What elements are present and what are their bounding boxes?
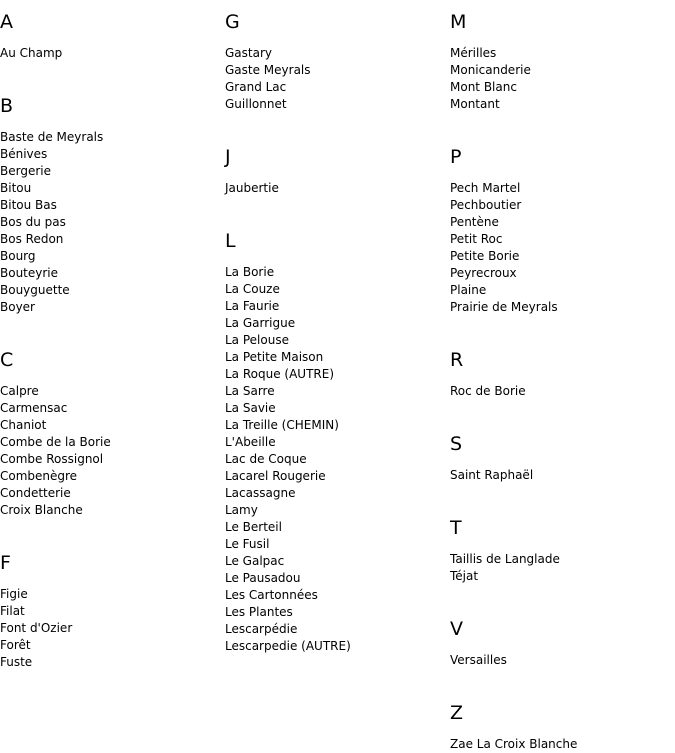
letter-group (450, 516, 670, 585)
place-item[interactable]: Lacarel Rougerie (225, 469, 326, 483)
letter-heading: R (450, 349, 464, 371)
place-item[interactable]: Bouyguette (0, 283, 70, 297)
place-item[interactable]: La Sarre (225, 384, 275, 398)
letter-heading: A (0, 11, 13, 33)
place-item[interactable]: Monicanderie (450, 63, 531, 77)
place-item[interactable]: Filat (0, 604, 25, 618)
place-item[interactable]: Le Berteil (225, 520, 282, 534)
group-spacer (0, 62, 220, 84)
letter-heading: V (450, 618, 463, 640)
letter-group (0, 348, 220, 519)
letter-group (450, 617, 670, 669)
letter-heading: C (0, 349, 14, 371)
place-item[interactable]: Lac de Coque (225, 452, 307, 466)
place-list (450, 652, 670, 669)
place-item[interactable]: Condetterie (0, 486, 71, 500)
place-item[interactable]: La Garrigue (225, 316, 296, 330)
place-item[interactable]: La Petite Maison (225, 350, 324, 364)
place-item[interactable]: Calpre (0, 384, 39, 398)
letter-heading: J (225, 146, 231, 168)
place-list (450, 180, 670, 316)
letter-group (450, 145, 670, 316)
place-item[interactable]: Combenègre (0, 469, 78, 483)
place-item[interactable]: La Pelouse (225, 333, 289, 347)
place-list (0, 45, 220, 62)
place-list (450, 736, 670, 753)
place-item[interactable]: Téjat (450, 569, 479, 583)
place-item[interactable]: Roc de Borie (450, 384, 526, 398)
place-item[interactable]: Mérilles (450, 46, 497, 60)
place-item[interactable]: Pech Martel (450, 181, 521, 195)
letter-group (450, 348, 670, 400)
letter-group (225, 229, 445, 655)
place-item[interactable]: Le Fusil (225, 537, 270, 551)
place-item[interactable]: Bos du pas (0, 215, 66, 229)
letter-heading: T (450, 517, 462, 539)
place-list (0, 129, 220, 316)
place-item[interactable]: Carmensac (0, 401, 68, 415)
place-item[interactable]: Jaubertie (225, 181, 279, 195)
letter-heading: S (450, 433, 463, 455)
place-item[interactable]: Gaste Meyrals (225, 63, 311, 77)
place-item[interactable]: Lescarpédie (225, 622, 298, 636)
place-item[interactable]: Montant (450, 97, 500, 111)
place-item[interactable]: Peyrecroux (450, 266, 517, 280)
place-item[interactable]: Forêt (0, 638, 31, 652)
letter-heading: M (450, 11, 467, 33)
place-list (225, 45, 445, 113)
column-3 (450, 0, 670, 753)
letter-group (225, 10, 445, 113)
group-spacer (450, 585, 670, 607)
place-item[interactable]: Fuste (0, 655, 33, 669)
group-spacer (450, 400, 670, 422)
place-item[interactable]: Mont Blanc (450, 80, 517, 94)
place-item[interactable]: La Savie (225, 401, 276, 415)
place-item[interactable]: Zae La Croix Blanche (450, 737, 578, 751)
place-item[interactable]: La Borie (225, 265, 275, 279)
place-item[interactable]: Gastary (225, 46, 272, 60)
letter-group (0, 94, 220, 316)
place-item[interactable]: Font d'Ozier (0, 621, 73, 635)
group-spacer (0, 519, 220, 541)
place-item[interactable]: Lacassagne (225, 486, 296, 500)
letter-heading: G (225, 11, 240, 33)
place-item[interactable]: Au Champ (0, 46, 63, 60)
place-list (225, 180, 445, 197)
group-spacer (0, 316, 220, 338)
place-item[interactable]: Bergerie (0, 164, 51, 178)
place-item[interactable]: Les Plantes (225, 605, 293, 619)
place-item[interactable]: Le Pausadou (225, 571, 301, 585)
place-item[interactable]: Bénives (0, 147, 48, 161)
place-list (0, 383, 220, 519)
letter-group (450, 432, 670, 484)
place-item[interactable]: Croix Blanche (0, 503, 83, 517)
place-item[interactable]: Pentène (450, 215, 499, 229)
place-item[interactable]: Combe de la Borie (0, 435, 111, 449)
place-item[interactable]: Baste de Meyrals (0, 130, 104, 144)
letter-group (0, 551, 220, 671)
place-item[interactable]: Saint Raphaël (450, 468, 534, 482)
group-spacer (450, 316, 670, 338)
place-item[interactable]: Petite Borie (450, 249, 520, 263)
place-item[interactable]: Prairie de Meyrals (450, 300, 558, 314)
letter-heading: L (225, 230, 236, 252)
letter-heading: P (450, 146, 462, 168)
place-item[interactable]: L'Abeille (225, 435, 276, 449)
letter-group (450, 701, 670, 753)
place-list (450, 45, 670, 113)
place-list (450, 551, 670, 585)
place-list (450, 467, 670, 484)
place-item[interactable]: La Treille (CHEMIN) (225, 418, 339, 432)
place-item[interactable]: Lamy (225, 503, 258, 517)
group-spacer (450, 484, 670, 506)
place-item[interactable]: Taillis de Langlade (450, 552, 560, 566)
letter-group (450, 10, 670, 113)
place-item[interactable]: Bouteyrie (0, 266, 59, 280)
place-item[interactable]: Pechboutier (450, 198, 522, 212)
column-2 (225, 0, 445, 655)
letter-group (225, 145, 445, 197)
place-list (225, 264, 445, 655)
place-item[interactable]: Combe Rossignol (0, 452, 104, 466)
place-list (450, 383, 670, 400)
place-item[interactable]: Grand Lac (225, 80, 287, 94)
letter-heading: Z (450, 702, 464, 724)
place-item[interactable]: Guillonnet (225, 97, 287, 111)
group-spacer (450, 669, 670, 691)
place-item[interactable]: Bitou Bas (0, 198, 57, 212)
place-item[interactable]: Chaniot (0, 418, 47, 432)
place-item[interactable]: Les Cartonnées (225, 588, 318, 602)
place-item[interactable]: Le Galpac (225, 554, 285, 568)
place-item[interactable]: Lescarpedie (AUTRE) (225, 639, 351, 653)
place-item[interactable]: Petit Roc (450, 232, 503, 246)
place-item[interactable]: Boyer (0, 300, 35, 314)
place-item[interactable]: Bos Redon (0, 232, 64, 246)
group-spacer (450, 113, 670, 135)
place-item[interactable]: Bitou (0, 181, 32, 195)
letter-heading: F (0, 552, 11, 574)
place-item[interactable]: Plaine (450, 283, 487, 297)
place-list (0, 586, 220, 671)
letter-group (0, 10, 220, 62)
place-item[interactable]: La Faurie (225, 299, 280, 313)
column-1 (0, 0, 220, 671)
group-spacer (225, 197, 445, 219)
letter-heading: B (0, 95, 14, 117)
place-item[interactable]: Bourg (0, 249, 36, 263)
place-item[interactable]: Versailles (450, 653, 507, 667)
place-item[interactable]: Figie (0, 587, 28, 601)
place-item[interactable]: La Roque (AUTRE) (225, 367, 335, 381)
place-item[interactable]: La Couze (225, 282, 280, 296)
group-spacer (225, 113, 445, 135)
